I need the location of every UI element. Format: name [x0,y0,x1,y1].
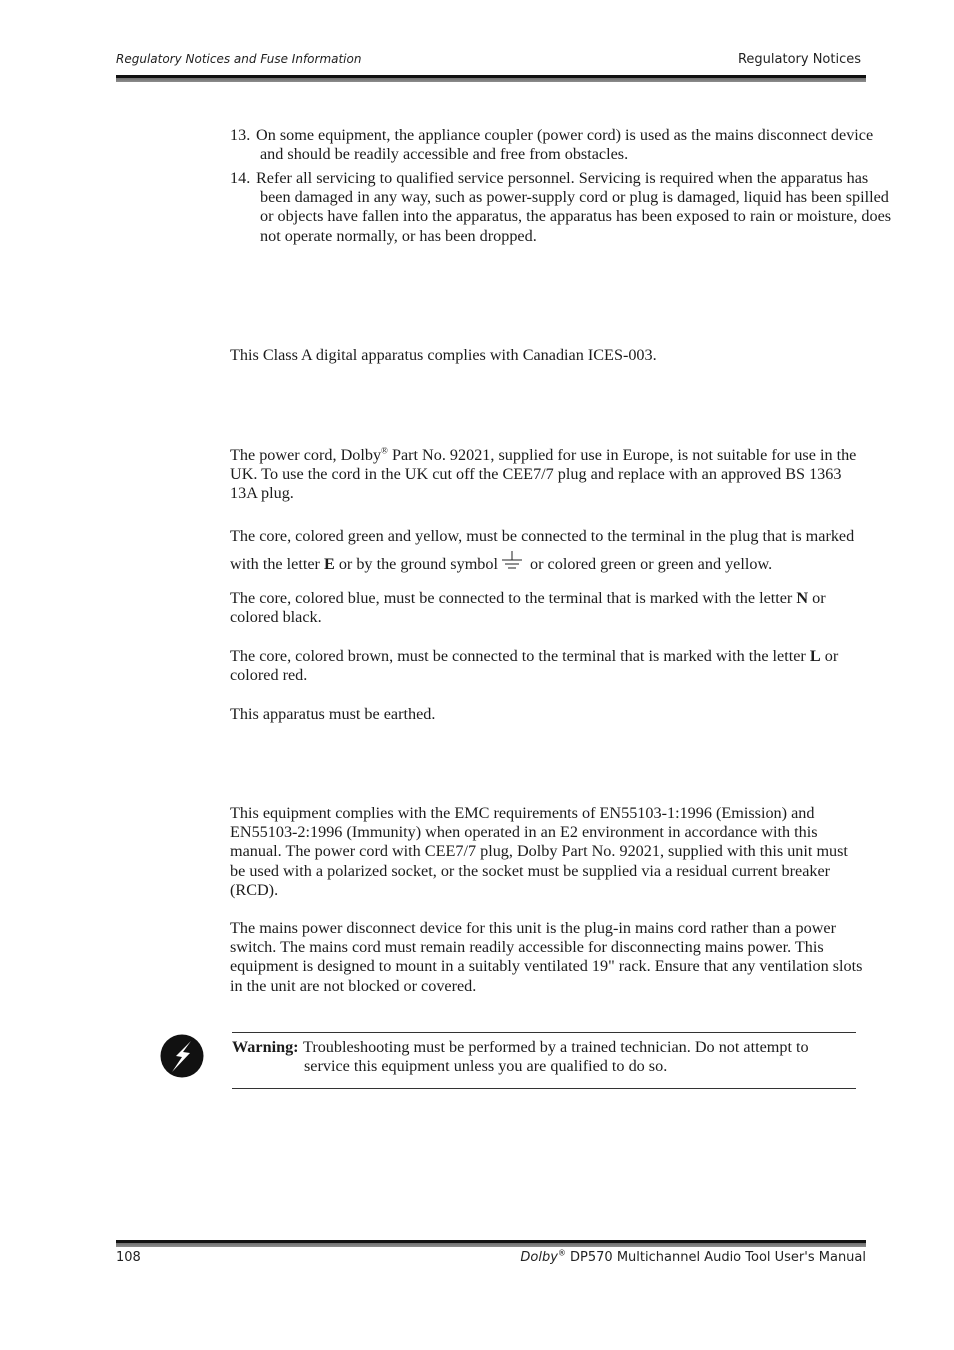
letter-n: N [796,589,809,607]
warning-text [232,1038,856,1076]
list-number: 13. [230,126,251,144]
text-run: The core, colored green and yellow, must be connected to the terminal in the plug that is marked with the letter [230,527,855,573]
warning-bolt-icon [160,1034,204,1078]
registered-mark: ® [557,1248,566,1258]
text-run: or colored black. [230,589,826,627]
brown-core-paragraph [230,647,866,685]
footer-manual-title [520,1250,866,1265]
list-text: On some equipment, the appliance coupler (power cord) is used as the mains disconnect device and should be readily accessible and free from obstacles. [256,126,874,164]
letter-e: E [323,555,335,573]
text-run: Troubleshooting must be performed by a trained technician. Do not attempt to [303,1038,809,1056]
running-header-section: Regulatory Notices and Fuse Information [116,52,362,66]
footer-rule [116,1240,866,1247]
list-text: Refer all servicing to qualified service personnel. Servicing is required when the apparatus has been damaged in any way, such as power-supply cord or plug is damaged, liquid has been spilled or objects have fallen into the apparatus, the apparatus has been exposed to rain or moisture, does not operate normally, or has been dropped. [256,169,892,245]
canada-compliance-paragraph: This Class A digital apparatus complies with Canadian ICES-003. [230,346,657,364]
text-run: The core, colored blue, must be connected to the terminal that is marked with the letter [230,589,797,607]
registered-mark: ® [381,445,388,456]
brand-name: Dolby [520,1250,558,1265]
text-run: or by the ground symbol [334,555,498,573]
green-yellow-core-paragraph [230,522,866,581]
list-item-13 [230,126,896,164]
list-number: 14. [230,169,251,187]
blue-core-paragraph [230,589,866,627]
header-rule [116,75,866,82]
emc-compliance-paragraph: This equipment complies with the EMC requirements of EN55103-1:1996 (Emission) and EN55103-2:1996 (Immunity) when operated in an E2 environment in accordance with this manual. The power cord with CEE7/7 plug, Dolby Part No. 92021, supplied with this unit must be used with a polarized socket, or the socket must be supplied via a residual current breaker (RCD). [230,804,848,899]
running-header-chapter: Regulatory Notices [737,52,861,67]
page-number: 108 [116,1250,141,1265]
warning-line-1 [232,1038,856,1057]
ground-symbol-icon [500,550,524,581]
mains-disconnect-paragraph: The mains power disconnect device for this unit is the plug-in mains cord rather than a power switch. The mains cord must remain readily accessible for disconnecting mains power. This equipment is designed to mount in a suitably ventilated 19" rack. Ensure that any ventilation slots in the unit are not blocked or covered. [230,919,863,995]
text-run: or colored red. [230,647,839,685]
warning-line-2: service this equipment unless you are qualified to do so. [304,1057,668,1076]
earthed-paragraph: This apparatus must be earthed. [230,705,436,723]
text-run: or colored green or green and yellow. [525,555,773,573]
warning-label: Warning: [232,1038,299,1056]
text-run: Part No. 92021, supplied for use in Europe, is not suitable for use in the UK. To use the cord in the UK cut off the CEE7/7 plug and replace with an approved BS 1363 13A plug. [230,446,857,503]
manual-title: DP570 Multichannel Audio Tool User's Manual [565,1250,866,1265]
text-run: The core, colored brown, must be connected to the terminal that is marked with the letter [230,647,810,665]
text-run: The power cord, Dolby [230,446,382,464]
letter-l: L [809,647,821,665]
list-item-14 [230,169,896,246]
uk-power-cord-paragraph [230,446,866,504]
